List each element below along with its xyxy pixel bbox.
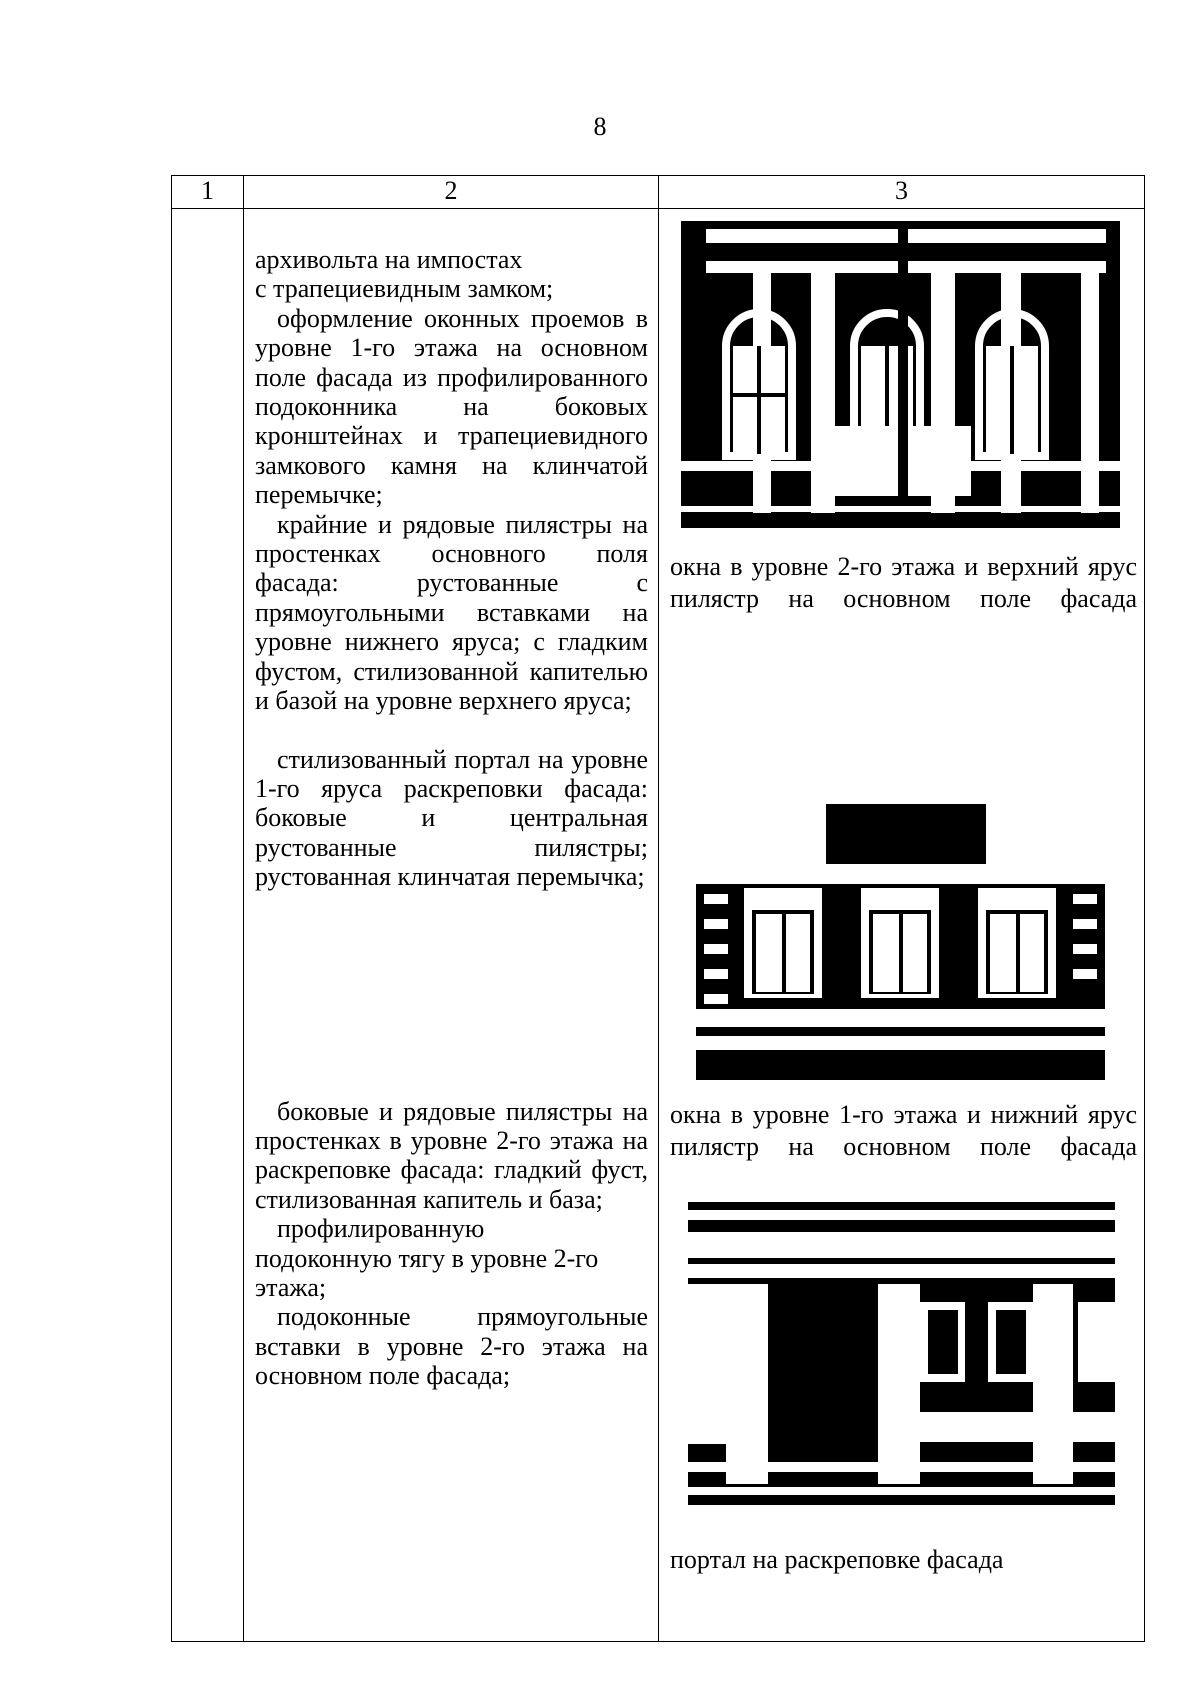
text-paragraph: архивольта на импостах с трапециевидным замком; [255,245,554,304]
facade-photo-upper-windows-drawing [681,221,1120,528]
number-cell [172,209,244,1642]
column-header-3: 3 [659,176,1145,209]
text-paragraph: оформление оконных проемов в уровне 1-го этажа на основном поле фасада из профилированного подоконника на боковых кронштейнах и трапециевидного замкового камня на клинчатой перемычке; [255,303,649,510]
facade-photo-portal-drawing [688,1202,1115,1505]
column-header-1: 1 [172,176,244,209]
illustration-cell [659,209,1145,1642]
column-header-2: 2 [244,176,659,209]
description-table [171,175,1145,1642]
description-cell [244,209,659,1642]
facade-photo-portal [688,1202,1115,1505]
text-paragraph: стилизованный портал на уровне 1-го яруса раскреповки фасада: боковые и центральная рустованные пилястры; рустованная клинчатая перемычка; [255,744,648,892]
photo-caption: портал на раскреповке фасада [670,1545,1004,1574]
photo-caption: окна в уровне 1-го этажа и нижний ярус пилястр на основном поле фасада [670,1100,1138,1161]
photo-caption: окна в уровне 2-го этажа и верхний ярус пилястр на основном поле фасада [670,552,1137,613]
text-paragraph: крайние и рядовые пилястры на простенках основного поля фасада: рустованные с прямоугольными вставками на уровне нижнего яруса; с гладким фустом, стилизованной капителью и базой на уровне верхнего яруса; [255,509,648,716]
table-row [172,209,1145,1642]
text-paragraph: подоконные прямоугольные вставки в уровне 2-го этажа на основном поле фасада; [255,1302,648,1391]
text-paragraph: боковые и рядовые пилястры на простенках в уровне 2-го этажа на раскреповке фасада: гладкий фуст, стилизованная капитель и база; [255,1096,649,1214]
facade-photo-lower-windows-drawing [696,804,1105,1080]
page-number: 8 [593,112,607,141]
header-row [172,176,1145,209]
text-paragraph: профилированную подоконную тягу в уровне 2-го этажа; [255,1214,599,1302]
facade-photo-upper-windows [681,221,1120,528]
facade-photo-lower-windows [696,804,1105,1080]
